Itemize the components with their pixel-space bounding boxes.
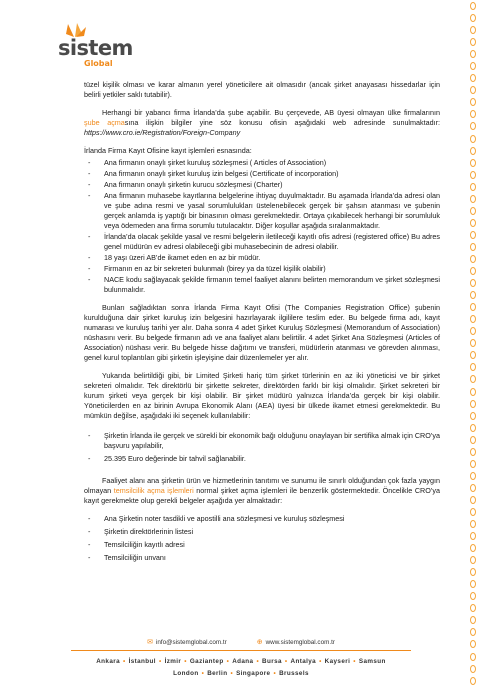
footer-city: Singapore	[236, 670, 271, 677]
representative-link[interactable]: temsilcilik açma işlemleri	[113, 486, 194, 495]
list-item: - Temsilciliğin unvanı	[84, 553, 440, 563]
footer-web-text[interactable]: www.sistemglobal.com.tr	[265, 638, 335, 646]
border-link	[470, 448, 476, 456]
border-link	[470, 2, 476, 10]
paragraph-representative	[84, 476, 440, 506]
paragraph-representative-text-a: Faaliyet alanı ana şirketin ürün ve hizmetlerinin tanıtımı ve sunumu ile sınırlı olduğundan çok fazla yaygın olmayan	[84, 476, 440, 495]
paragraph-after-registration: Bunları sağladıktan sonra İrlanda Firma Kayıt Ofisi (The Companies Registration Office) şubenin kurulduğuna dair şirket kuruluş izin belgesini hazırlayarak ilgililere teslim eder. Bu belgede firma adı, kayıt numarası ve kuruluş tarihi yer alır. Daha sonra 4 adet Şirket Kuruluş Sözleşmesi (Memorandum of Association) nüshasını verir. Bu belgede firmanın adı ve ana faaliyet alanı belirtilir. 4 adet Şirket Ana Sözleşmesi (Articles of Association) nüshası verir. Bu belgede hisse dağıtımı ve transferi, müdürlerin atanması ve görevden alınması, genel kurul toplantıları gibi şirketin işleyişine dair düzenlemeler yer alır.	[84, 303, 440, 362]
footer-contacts	[0, 638, 482, 646]
border-link	[470, 375, 476, 383]
city-separator: •	[201, 670, 205, 677]
globe-icon: ⊕	[256, 639, 263, 646]
footer-city: Bursa	[262, 658, 282, 665]
list-item: - Ana Şirketin noter tasdikli ve apostilli ana sözleşmesi ve kuruluş sözleşmesi	[84, 514, 440, 524]
border-link	[470, 231, 476, 239]
director-options-list	[84, 431, 440, 464]
border-link	[470, 412, 476, 420]
border-link	[470, 243, 476, 251]
document-body	[84, 80, 440, 571]
paragraph-representative-text-b: normal şirket açma işlemleri ile benzerlik göstermektedir. Öncelikle CRO’ya kayıt gerekmekte olup gerekli belgeler aşağıda yer almaktadır:	[84, 486, 440, 505]
border-link	[470, 147, 476, 155]
border-link	[470, 496, 476, 504]
border-link	[470, 616, 476, 624]
border-link	[470, 544, 476, 552]
logo-subtitle: Global	[84, 59, 113, 68]
paragraph-branch-text-a: Herhangi bir yabancı firma İrlanda’da şube açabilir. Bu çerçevede, AB üyesi olmayan ülke firmalarının	[102, 108, 440, 117]
border-link	[470, 267, 476, 275]
border-link	[470, 50, 476, 58]
border-link	[470, 303, 476, 311]
city-separator: •	[226, 658, 230, 665]
paragraph-branch	[84, 108, 440, 138]
footer-city: Kayseri	[324, 658, 351, 665]
border-link	[470, 580, 476, 588]
border-link	[470, 436, 476, 444]
footer-city: London	[173, 670, 199, 677]
city-separator: •	[123, 658, 126, 665]
border-link	[470, 628, 476, 636]
border-link	[470, 508, 476, 516]
border-link	[470, 400, 476, 408]
footer-city: İzmir	[164, 658, 182, 665]
border-link	[470, 556, 476, 564]
footer-cities-line2	[0, 668, 482, 680]
border-link	[470, 291, 476, 299]
border-link	[470, 195, 476, 203]
border-link	[470, 207, 476, 215]
border-link	[470, 86, 476, 94]
footer-city: Antalya	[290, 658, 317, 665]
footer-divider	[71, 650, 411, 651]
border-link	[470, 279, 476, 287]
footer-email-text[interactable]: info@sistemglobal.com.tr	[155, 638, 227, 646]
border-link	[470, 38, 476, 46]
list-item: - Ana firmanın muhasebe kayıtlarına belgelerine ihtiyaç duyulmaktadır. Bu aşamada İrlanda’da adresi olan ve şube adına resmi ve yasal sorumlulukları üstelenebilecek gerçek bir şahsın atanması ve şubenin gerçek anlamda iş yaptığı bir binasının olması gerekmektedir. Ortaya çıkabilecek herhangi bir sorumluluk veya ödemeden ana firma sorumlu tutulacaktır. Diğer koşullar aşağıda sıralanmaktadır.	[84, 191, 440, 231]
sistem-global-logo	[58, 22, 133, 72]
border-link	[470, 14, 476, 22]
page-footer	[0, 638, 482, 680]
border-link	[470, 363, 476, 371]
list-item: - Ana firmanın onaylı şirketin kurucu sözleşmesi (Charter)	[84, 180, 440, 190]
paragraph-directors: Yukarıda belirtildiği gibi, bir Limited Şirketi hariç tüm şirket türlerinin en az iki yöneticisi ve bir şirket sekreteri olmalıdır. Tek direktörlü bir şirkette sekreter, direktörden farklı bir kişi olmalıdır. Şirket sekreteri bir kurum şirketi veya gerçek bir kişi olabilir. Bir şirket müdürü yalnızca İrlanda’da gerçek bir kişi olabilir. Yöneticilerden en az birinin Avrupa Ekonomik Alanı (AEA) üyesi bir ülkede ikamet etmesi gerekmektedir. Bu mümkün değilse, aşağıdaki iki seçenek kullanılabilir:	[84, 371, 440, 420]
list-item: - Şirketin İrlanda ile gerçek ve sürekli bir ekonomik bağı olduğunu onaylayan bir sertifika almak için CRO’ya başvuru yapılabilir,	[84, 431, 440, 451]
city-separator: •	[230, 670, 234, 677]
list-item: - Temsilciliğin kayıtlı adresi	[84, 540, 440, 550]
border-link	[470, 62, 476, 70]
border-link	[470, 135, 476, 143]
branch-link[interactable]: şube açma	[84, 118, 125, 127]
border-link	[470, 159, 476, 167]
border-link	[470, 110, 476, 118]
logo-wordmark: sistem	[58, 36, 133, 60]
border-link	[470, 388, 476, 396]
footer-city: Ankara	[96, 658, 120, 665]
border-link	[470, 592, 476, 600]
list-item: - İrlanda’da olacak şekilde yasal ve resmi belgelerin iletileceği kayıtlı ofis adresi (registered office) Bu adres genel müdürün ev adresi olabileceği gibi muhasebecinin de adresi olabilir.	[84, 232, 440, 252]
footer-city: Brussels	[279, 670, 309, 677]
border-link	[470, 26, 476, 34]
border-link	[470, 122, 476, 130]
footer-city: Adana	[232, 658, 254, 665]
border-link	[470, 315, 476, 323]
city-separator: •	[256, 658, 260, 665]
city-separator: •	[273, 670, 277, 677]
border-link	[470, 98, 476, 106]
city-separator: •	[284, 658, 288, 665]
border-link	[470, 327, 476, 335]
border-link	[470, 255, 476, 263]
decorative-border-chain	[466, 2, 480, 685]
border-link	[470, 472, 476, 480]
list-item: - Şirketin direktörlerinin listesi	[84, 527, 440, 537]
paragraph-registration-heading: İrlanda Firma Kayıt Ofisine kayıt işlemleri esnasında:	[84, 146, 252, 155]
border-link	[470, 604, 476, 612]
city-separator: •	[319, 658, 322, 665]
footer-city: Samsun	[358, 658, 386, 665]
border-link	[470, 351, 476, 359]
border-link	[470, 460, 476, 468]
footer-cities-line1	[0, 656, 482, 668]
border-link	[470, 339, 476, 347]
list-item: - Firmanın en az bir sekreteri bulunmalı (birey ya da tüzel kişilik olabilir)	[84, 264, 440, 274]
city-separator: •	[184, 658, 187, 665]
footer-city: Gaziantep	[189, 658, 224, 665]
cro-url[interactable]: https://www.cro.ie/Registration/Foreign-Company	[84, 128, 241, 137]
mail-icon: ✉	[147, 639, 153, 646]
city-separator: •	[158, 658, 162, 665]
footer-web	[257, 638, 335, 646]
border-link	[470, 171, 476, 179]
city-separator: •	[353, 658, 356, 665]
border-link	[470, 520, 476, 528]
representative-documents-list	[84, 514, 440, 563]
border-link	[470, 532, 476, 540]
footer-city: İstanbul	[128, 658, 156, 665]
border-link	[470, 74, 476, 82]
paragraph-intro: tüzel kişilik olması ve karar almanın yerel yöneticilere ait olmasıdır (ancak şirket anayasası hissedarlar için belirli yetkiler saklı tutabilir).	[84, 80, 440, 99]
border-link	[470, 484, 476, 492]
border-link	[470, 568, 476, 576]
paragraph-branch-text-b: sına ilişkin bilgiler yine söz konusu ofisin aşağıdaki web adresinde sunulmaktadır:	[124, 118, 440, 127]
list-item: - Ana firmanın onaylı şirket kuruluş izin belgesi (Certificate of incorporation)	[84, 169, 440, 179]
registration-requirements-list	[84, 158, 440, 295]
list-item: - 25.395 Euro değerinde bir tahvil sağlanabilir.	[84, 454, 440, 464]
border-link	[470, 219, 476, 227]
list-item: - Ana firmanın onaylı şirket kuruluş sözleşmesi ( Articles of Association)	[84, 158, 440, 168]
footer-city: Berlin	[207, 670, 228, 677]
border-link	[470, 183, 476, 191]
border-link	[470, 424, 476, 432]
list-item: - 18 yaşı üzeri AB’de ikamet eden en az bir müdür.	[84, 253, 440, 263]
footer-email	[147, 638, 227, 646]
list-item: - NACE kodu sağlayacak şekilde firmanın temel faaliyet alanını belirten memorandum ve şirket sözleşmesi bulunmalıdır.	[84, 275, 440, 295]
